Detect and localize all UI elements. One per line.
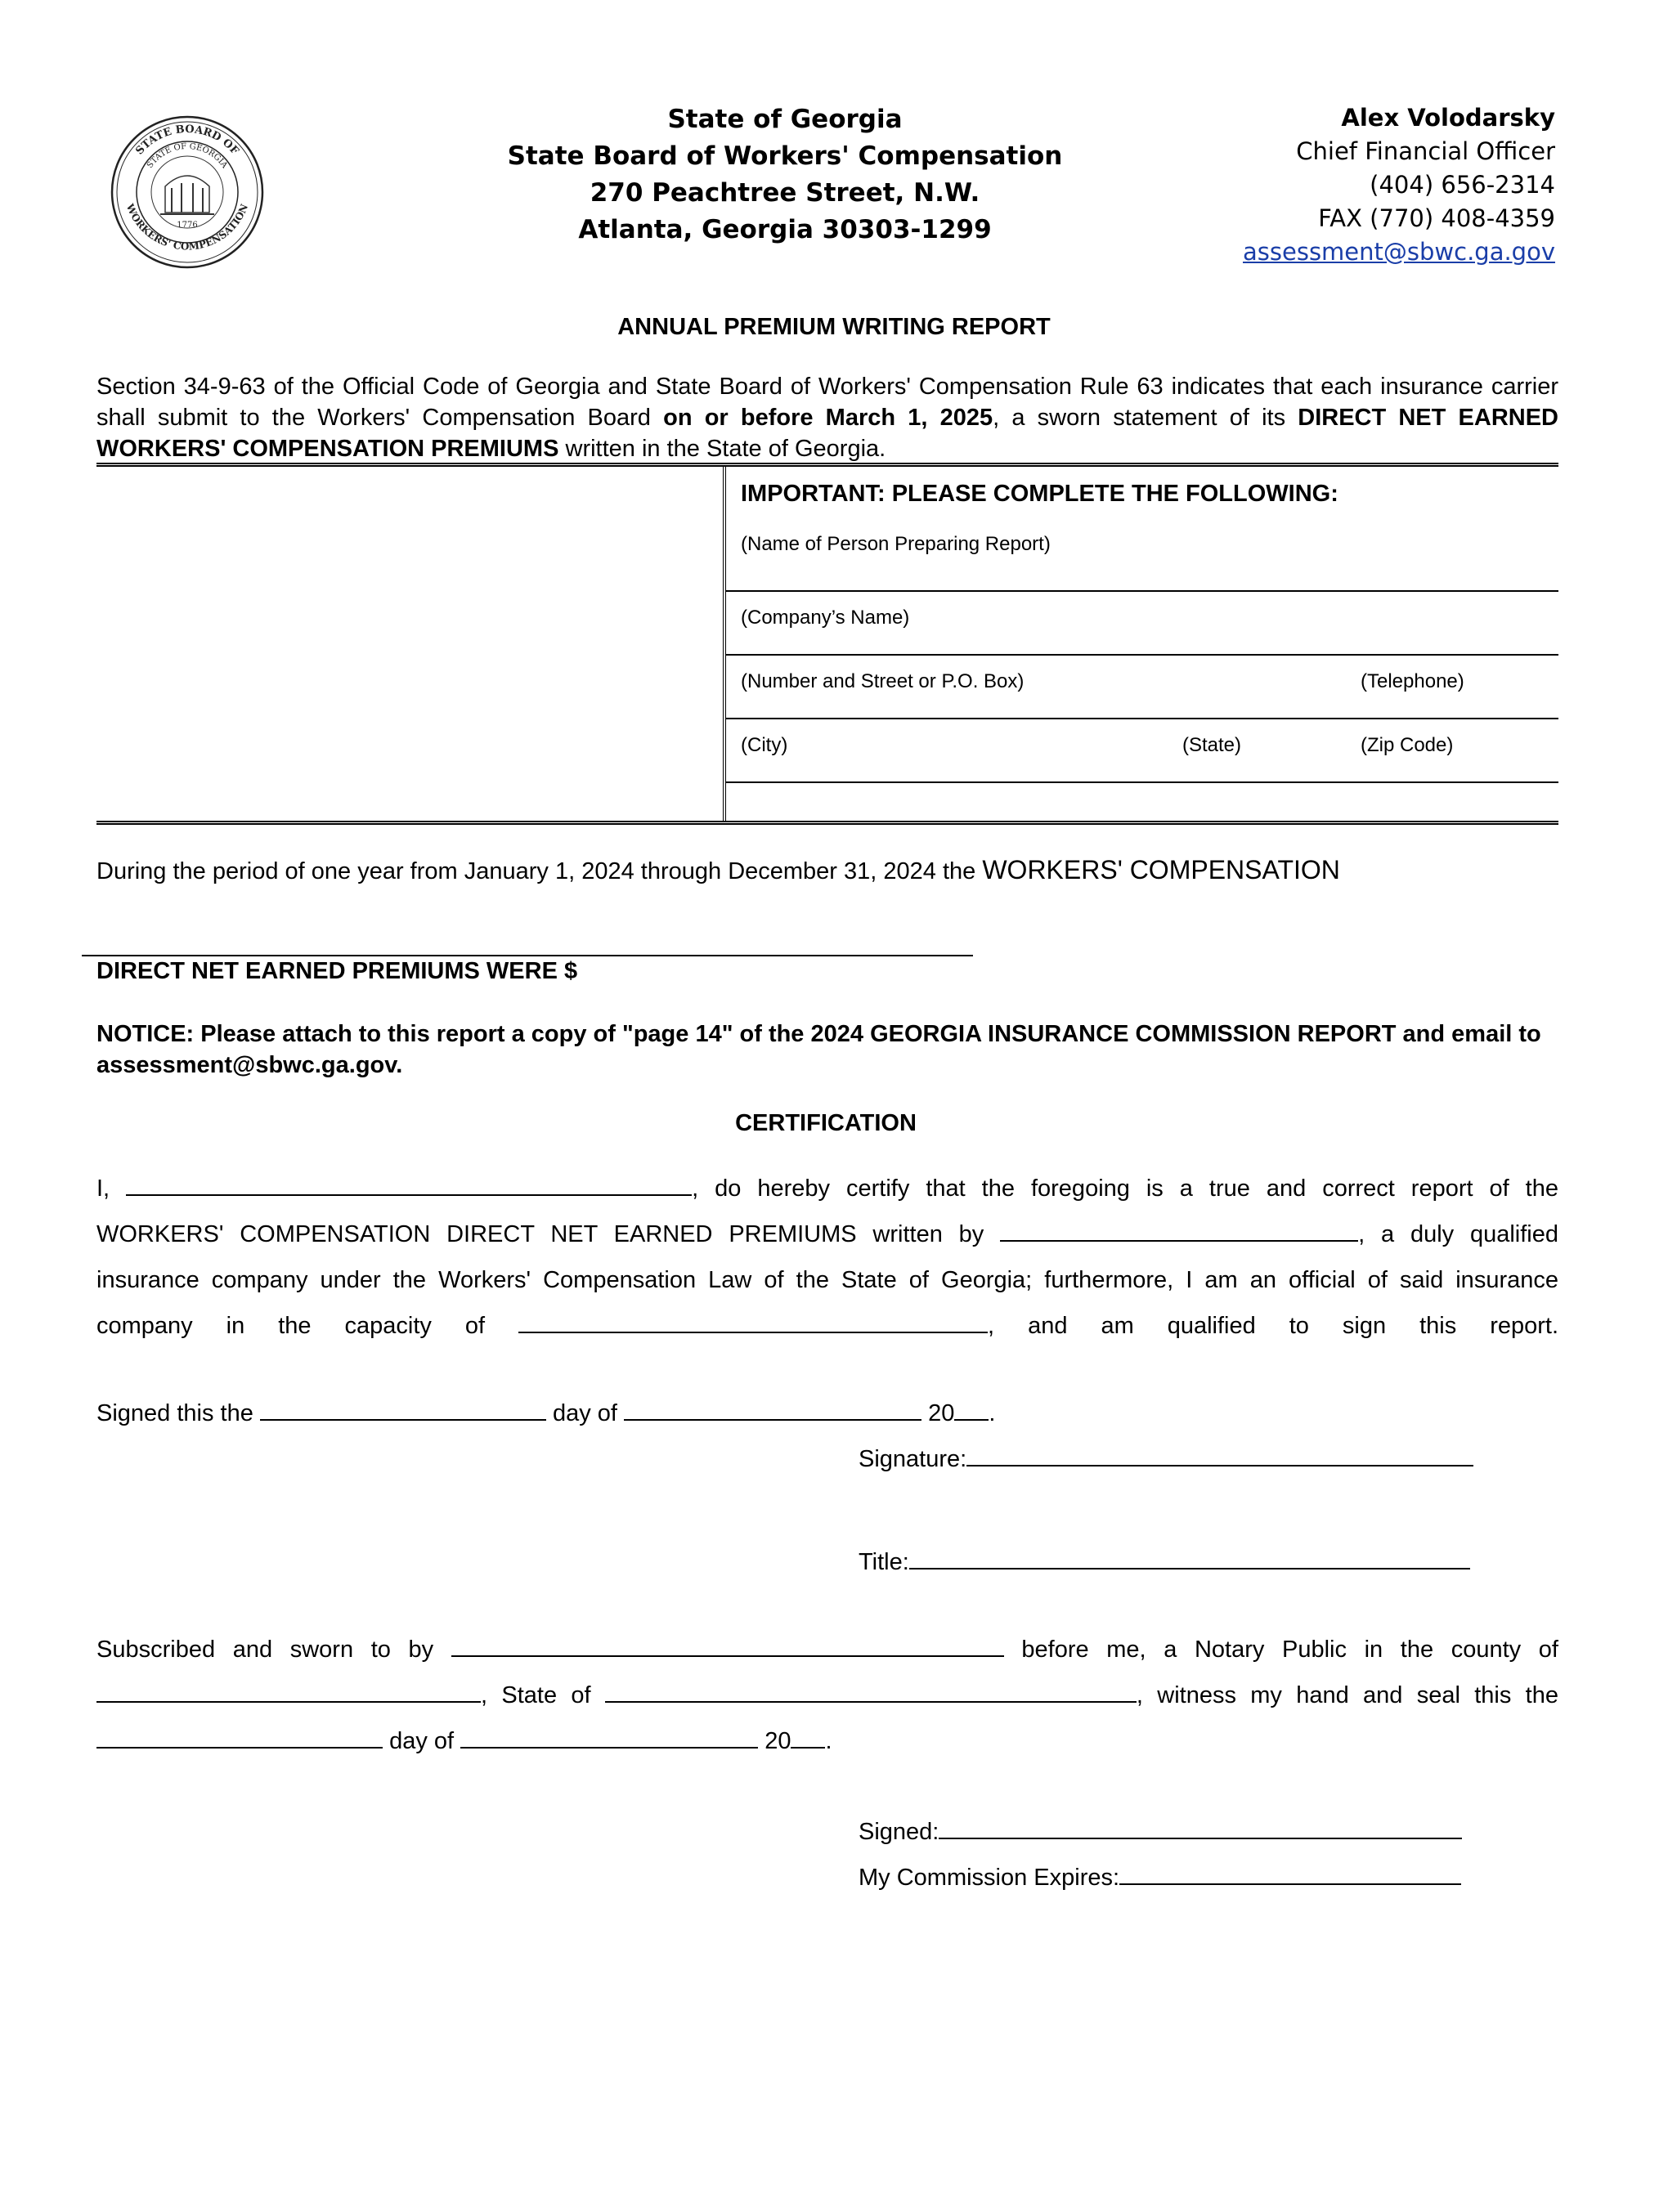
agency-line-city: Atlanta, Georgia 30303-1299 (578, 215, 992, 244)
preparer-name-field[interactable] (726, 590, 1558, 592)
cert-p3: , a duly qualified (1358, 1221, 1558, 1247)
zip-label: (Zip Code) (1361, 734, 1454, 756)
agency-address-block (458, 101, 1112, 249)
commission-expires-line (859, 1860, 1461, 1892)
intro-part2: , a sworn statement of its (993, 405, 1298, 431)
title-label: Title: (859, 1549, 909, 1575)
intro-part1: Section 34-9-63 of the Official Code of Georgia and State Board of Workers' Compensation Rule 63 indicates that each insurance carrier shall submit to the Workers' Compensation Board (96, 374, 1558, 431)
notary-s3: , State of (481, 1682, 591, 1708)
seal-year: 1776 (177, 221, 198, 230)
street-label: (Number and Street or P.O. Box) (741, 670, 1025, 692)
info-box-heading: IMPORTANT: PLEASE COMPLETE THE FOLLOWING: (741, 481, 1338, 507)
notary-paragraph (96, 1627, 1558, 1764)
agency-line-state: State of Georgia (667, 105, 903, 134)
report-title: ANNUAL PREMIUM WRITING REPORT (617, 314, 1051, 340)
preparer-name-label: (Name of Person Preparing Report) (741, 533, 1051, 555)
contact-fax: FAX (770) 408-4359 (1318, 204, 1555, 232)
signature-field[interactable] (966, 1442, 1473, 1466)
contact-block (1065, 101, 1555, 269)
street-field[interactable] (726, 718, 1558, 719)
cert-line-3: insurance company under the Workers' Compensation Law of the State of Georgia; furthermore, I am an official of said insurance (96, 1267, 1558, 1293)
title-line (859, 1545, 1470, 1576)
notary-month-field[interactable] (460, 1724, 758, 1749)
period-suffix: WORKERS' COMPENSATION (982, 855, 1340, 884)
notary-signed-line (859, 1815, 1462, 1846)
cert-p1: , do hereby certify that the foregoing is a true and correct report of the (692, 1175, 1558, 1202)
notary-year-field[interactable] (791, 1724, 825, 1749)
commission-expires-field[interactable] (1119, 1860, 1461, 1885)
city-state-zip-field[interactable] (726, 781, 1558, 783)
cert-line-2 (96, 1211, 1558, 1257)
premiums-label: DIRECT NET EARNED PREMIUMS WERE $ (96, 958, 578, 984)
notary-s1: Subscribed and sworn to by (96, 1637, 434, 1663)
telephone-label: (Telephone) (1361, 670, 1464, 692)
info-box-top-rule (96, 463, 1558, 471)
sworn-by-field[interactable] (451, 1632, 1004, 1657)
cert-line-1 (96, 1166, 1558, 1211)
agency-line-street: 270 Peachtree Street, N.W. (590, 178, 980, 208)
state-seal-icon (110, 114, 265, 270)
company-name-field[interactable] (726, 654, 1558, 656)
notary-day-field[interactable] (96, 1724, 383, 1749)
contact-email-link[interactable]: assessment@sbwc.ga.gov (1243, 238, 1555, 266)
period-text: During the period of one year from January 1, 2024 through December 31, 2024 the (96, 858, 976, 884)
state-of-field[interactable] (605, 1678, 1137, 1703)
title-field[interactable] (909, 1545, 1470, 1569)
notary-s7: . (825, 1728, 832, 1754)
cert-i: I, (96, 1175, 110, 1202)
info-box-bottom-rule (96, 821, 1558, 829)
company-written-by-field[interactable] (1000, 1217, 1358, 1242)
intro-deadline: on or before March 1, 2025 (663, 405, 993, 431)
contact-title: Chief Financial Officer (1296, 137, 1555, 165)
agency-line-board: State Board of Workers' Compensation (507, 141, 1063, 171)
cert-p2: WORKERS' COMPENSATION DIRECT NET EARNED PREMIUMS written by (96, 1221, 984, 1247)
notary-s6: 20 (764, 1728, 791, 1754)
cert-p6: , and am qualified to sign this report. (988, 1313, 1559, 1339)
certification-title: CERTIFICATION (735, 1110, 917, 1136)
notary-signed-label: Signed: (859, 1819, 939, 1845)
notary-s2: before me, a Notary Public in the county of (1021, 1637, 1558, 1663)
signed-day-field[interactable] (260, 1396, 546, 1421)
signed-month-field[interactable] (624, 1396, 921, 1421)
signed-this-label: Signed this the (96, 1400, 253, 1426)
info-box-divider (723, 466, 726, 822)
signed-year-prefix: 20 (928, 1400, 955, 1426)
signed-period: . (989, 1400, 996, 1426)
notary-s5: day of (389, 1728, 455, 1754)
intro-paragraph (96, 371, 1558, 464)
county-field[interactable] (96, 1678, 481, 1703)
contact-name: Alex Volodarsky (1341, 104, 1555, 132)
certification-paragraph (96, 1166, 1558, 1349)
cert-line-4 (96, 1303, 1558, 1349)
svg-text:STATE BOARD OF (133, 123, 241, 158)
capacity-field[interactable] (518, 1309, 988, 1333)
period-statement (96, 855, 1340, 885)
notary-s4: , witness my hand and seal this the (1136, 1682, 1558, 1708)
signed-year-field[interactable] (954, 1396, 989, 1421)
state-label: (State) (1182, 734, 1242, 756)
notary-line-2 (96, 1672, 1558, 1718)
company-name-label: (Company’s Name) (741, 607, 910, 629)
signature-label: Signature: (859, 1446, 967, 1472)
seal-bottom-text: WORKERS' COMPENSATION (123, 202, 251, 253)
cert-p5: company in the capacity of (96, 1313, 486, 1339)
intro-part3: written in the State of Georgia. (558, 436, 886, 462)
signed-day-of-label: day of (552, 1400, 617, 1426)
city-label: (City) (741, 734, 788, 756)
seal-top-text: STATE BOARD OF (133, 123, 241, 158)
commission-expires-label: My Commission Expires: (859, 1865, 1120, 1891)
contact-phone: (404) 656-2314 (1370, 171, 1555, 199)
signature-line (859, 1442, 1473, 1473)
notary-line-1 (96, 1627, 1558, 1672)
intro-premiums: DIRECT NET EARNED WORKERS' COMPENSATION PREMIUMS (96, 405, 1558, 462)
notice-text: NOTICE: Please attach to this report a copy of "page 14" of the 2024 GEORGIA INSURANCE COMMISSION REPORT and email to assessment@sbwc.ga.gov. (96, 1021, 1541, 1078)
notary-line-3 (96, 1718, 1558, 1764)
seal-inner-text: STATE OF GEORGIA (145, 141, 229, 170)
notary-signed-field[interactable] (939, 1815, 1462, 1839)
signed-this-line (96, 1396, 995, 1427)
certifier-name-field[interactable] (126, 1171, 692, 1196)
premiums-amount-field[interactable] (82, 955, 973, 956)
